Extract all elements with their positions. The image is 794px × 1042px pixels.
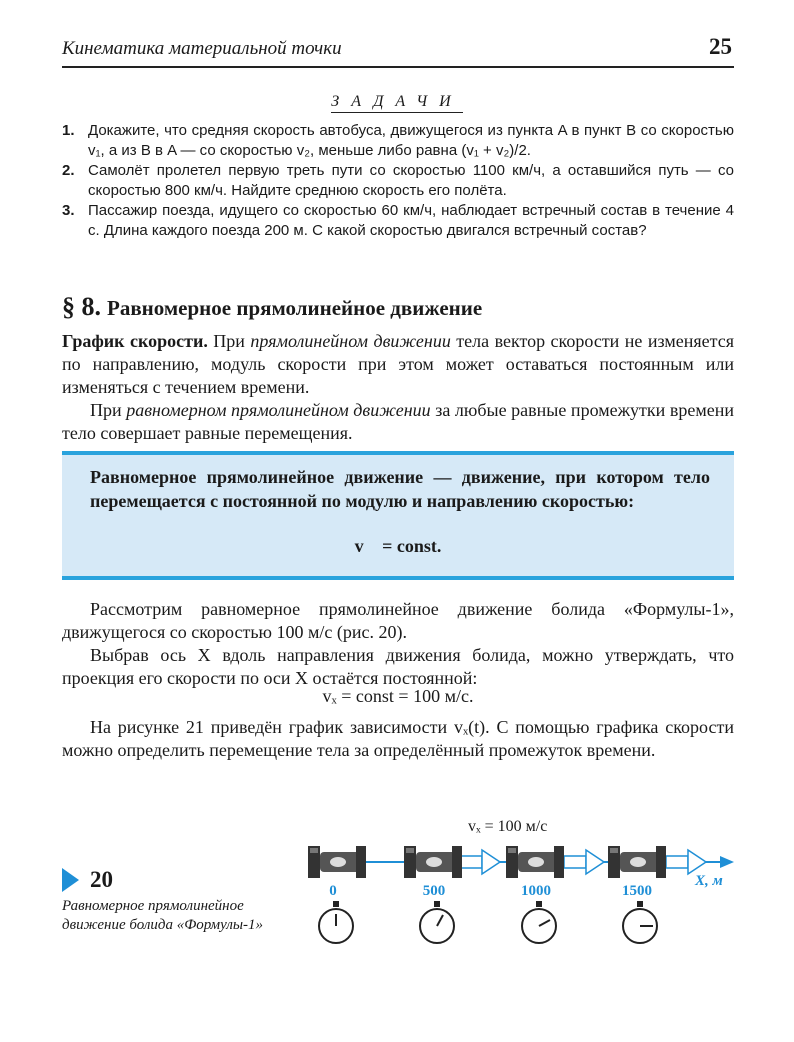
text-run: При: [207, 331, 251, 351]
body-paragraphs-3: [62, 716, 734, 762]
stopwatch-icon: [319, 901, 353, 943]
section-heading: [62, 292, 482, 322]
problems-heading-text: ЗАДАЧИ: [331, 93, 462, 113]
header-divider: [62, 66, 734, 68]
problems-list: [62, 121, 734, 241]
text-run: за любые равные промежутки времени тело совершает равные перемещения.: [62, 400, 734, 443]
axis-label: X, м: [695, 873, 723, 889]
definition-formula: v⃗ = const.: [354, 536, 442, 556]
paragraph-axis: Выбрав ось X вдоль направления движения болида, можно утверждать, что проекция его скорости по оси X остаётся постоянной:: [62, 645, 734, 688]
definition-text: Равномерное прямолинейное движение — движение, при котором тело перемещается с постоянной по модулю и направлению скоростью:: [90, 467, 710, 511]
paragraph-velocity-graph: [62, 330, 734, 399]
section-symbol: § 8.: [62, 292, 101, 321]
figure-marker-icon: [62, 868, 79, 892]
stopwatch-icon: [522, 901, 556, 943]
tick-label: 0: [329, 883, 337, 899]
text-run: тела вектор скорости не изменяется по направлению, модуль скорости при этом может оставаться постоянным или изменяться с течением времени.: [62, 331, 734, 397]
stopwatch-icon: [623, 901, 657, 943]
definition-bottom-rule: [62, 576, 734, 580]
problem-number: 3.: [62, 202, 75, 219]
paragraph-graph: На рисунке 21 приведён график зависимости vₓ(t). С помощью графика скорости можно определить перемещение тела за определённый промежуток времени.: [62, 717, 734, 760]
x-axis-arrow-icon: [720, 856, 734, 868]
body-paragraphs-2: [62, 598, 734, 690]
race-car-icon: [404, 846, 462, 878]
body-paragraphs: [62, 330, 734, 445]
velocity-arrow-icon: [564, 850, 604, 874]
race-car-icon: [506, 846, 564, 878]
problem-item: [62, 201, 734, 241]
definition-top-rule: [62, 451, 734, 455]
velocity-arrow-icon: [460, 850, 500, 874]
velocity-formula: vₓ = const = 100 м/с.: [322, 686, 474, 706]
problem-text: Докажите, что средняя скорость автобуса, движущегося из пункта A в пункт B со скоростью v₁, а из B в A — со скоростью v₂, меньше либо равна (v₁ + v₂)/2.: [88, 122, 734, 159]
section-title: Равномерное прямолинейное движение: [107, 296, 483, 320]
term-rectilinear: прямолинейном движении: [250, 331, 451, 351]
term-velocity-graph: График скорости.: [62, 331, 208, 351]
velocity-arrow-icon: [666, 850, 706, 874]
problem-number: 2.: [62, 162, 75, 179]
problems-heading: [0, 93, 794, 111]
problem-text: Пассажир поезда, идущего со скоростью 60 км/ч, наблюдает встречный состав в течение 4 с. Длина каждого поезда 200 м. С какой скоростью двигался встречный состав?: [88, 202, 734, 239]
figure-number: 20: [90, 867, 113, 892]
problem-text: Самолёт пролетел первую треть пути со скоростью 1100 км/ч, а оставшийся путь — со скоростью 800 км/ч. Найдите среднюю скорость его полёта.: [88, 162, 734, 199]
page-number: 25: [709, 34, 732, 59]
figure-illustration: [300, 812, 740, 952]
running-header: Кинематика материальной точки: [62, 38, 342, 59]
paragraph-uniform: [62, 399, 734, 445]
term-uniform: равномерном прямолинейном движении: [126, 400, 431, 420]
problem-item: [62, 121, 734, 161]
problem-number: 1.: [62, 122, 75, 139]
problem-item: [62, 161, 734, 201]
figure-caption: Равномерное прямолинейное движение болида «Формулы-1»: [62, 898, 264, 933]
velocity-label: vₓ = 100 м/с: [468, 818, 548, 835]
race-car-icon: [608, 846, 666, 878]
tick-label: 500: [422, 883, 446, 899]
tick-label: 1000: [521, 883, 551, 899]
tick-label: 1500: [622, 883, 652, 899]
stopwatch-icon: [420, 901, 454, 943]
text-run: При: [90, 400, 127, 420]
paragraph-formula1: Рассмотрим равномерное прямолинейное движение болида «Формулы-1», движущегося со скоростью 100 м/с (рис. 20).: [62, 599, 734, 642]
race-car-icon: [308, 846, 366, 878]
